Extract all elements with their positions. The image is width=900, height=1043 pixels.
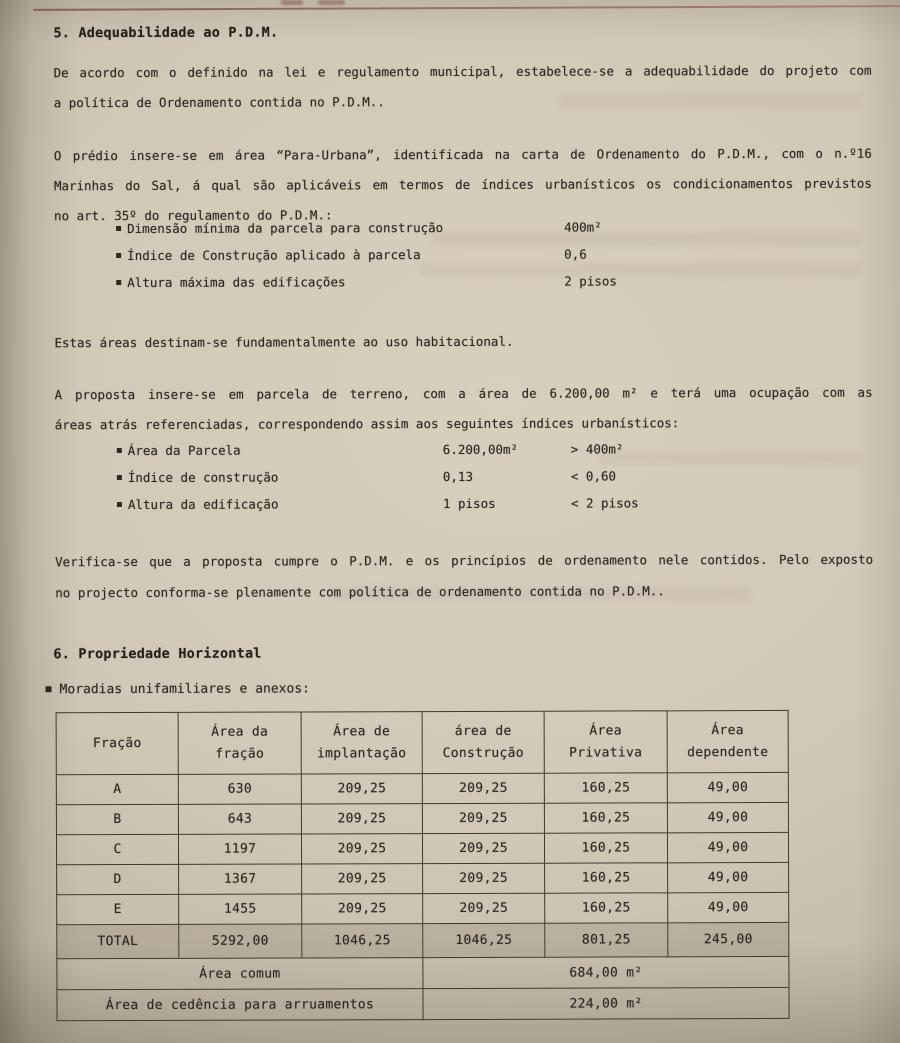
- table-cell: A: [56, 774, 178, 804]
- text-line: Marinhas do Sal, á qual são aplicáveis em termos de índices urbanísticos os condicionamentos previstos: [53, 175, 872, 194]
- paragraph-adequabilidade: [54, 56, 872, 119]
- table-row: [57, 892, 789, 924]
- table-row: [57, 862, 789, 894]
- square-bullet-icon: [46, 686, 52, 692]
- list-item: [54, 267, 872, 297]
- indices-proposta-list: [55, 435, 873, 519]
- table-cell: 209,25: [301, 834, 422, 864]
- footer-label: Área de cedência para arruamentos: [57, 989, 423, 1021]
- table-footer-row: [57, 987, 789, 1020]
- text-line: no art. 35º do regulamento do P.D.M.:: [54, 207, 333, 224]
- table-cell: 160,25: [545, 893, 668, 923]
- section-5-heading: 5. Adequabilidade ao P.D.M.: [53, 24, 279, 42]
- table-cell: 209,25: [422, 833, 544, 863]
- text-line: Estas áreas destinam-se fundamentalmente ao uso habitacional.: [54, 333, 514, 351]
- list-item: [54, 240, 872, 270]
- table-header-cell: Área de implantação: [301, 712, 422, 774]
- table-cell: 5292,00: [179, 924, 302, 958]
- list-item: [55, 435, 873, 465]
- square-bullet-icon: [117, 448, 122, 453]
- table-cell: 160,25: [545, 863, 668, 893]
- index-limit: < 2 pisos: [570, 495, 639, 511]
- table-cell: 1046,25: [423, 923, 545, 957]
- text-line: O prédio insere-se em área “Para-Urbana”, identificada na carta de Ordenamento do P.D.M., com o n.º16: [53, 145, 872, 164]
- table-cell: 49,00: [667, 832, 788, 862]
- table-cell: 630: [178, 774, 301, 804]
- square-bullet-icon: [116, 253, 121, 258]
- index-value: 0,13: [442, 468, 473, 485]
- table-header-row: [56, 710, 788, 774]
- table-cell: 49,00: [668, 892, 789, 922]
- table-total-row: [57, 922, 789, 958]
- list-title-moradias: [46, 681, 310, 697]
- text-line: A proposta insere-se em parcela de terreno, com a área de 6.200,00 m² e terá uma ocupação com as: [54, 384, 873, 403]
- index-limit: < 0,60: [570, 468, 617, 484]
- index-value: 2 pisos: [564, 273, 617, 289]
- index-label: Índice de Construção aplicado à parcela: [127, 247, 421, 264]
- table-cell: C: [56, 834, 178, 864]
- table-header-cell: área de Construção: [422, 711, 544, 773]
- index-label: Índice de construção: [127, 469, 279, 486]
- section-6-heading: 6. Propriedade Horizontal: [53, 645, 262, 663]
- table-cell: 209,25: [302, 894, 423, 924]
- list-item: [55, 462, 873, 492]
- text-line: Verifica-se que a proposta cumpre o P.D.M. e os princípios de ordenamento nele contidos. Pelo exposto: [55, 551, 874, 570]
- table-cell: 1046,25: [302, 924, 423, 958]
- list-item: [55, 489, 873, 519]
- footer-value: 684,00 m²: [423, 956, 789, 988]
- table-row: [56, 772, 788, 804]
- text-line: De acordo com o definido na lei e regulamento municipal, estabelece-se a adequabilidade do projeto com: [53, 62, 872, 81]
- table-footer-row: [57, 956, 789, 989]
- square-bullet-icon: [116, 226, 121, 231]
- table-header-cell: Fração: [56, 712, 178, 774]
- table-cell: 49,00: [667, 802, 788, 832]
- table-cell: 209,25: [301, 804, 422, 834]
- paragraph-verificacao: [55, 544, 873, 609]
- indices-pdm-list: [54, 213, 872, 297]
- table-cell: 160,25: [544, 803, 667, 833]
- table-cell: 209,25: [302, 864, 423, 894]
- table-cell: 49,00: [668, 862, 789, 892]
- index-value: 0,6: [564, 246, 587, 262]
- table-row: [56, 802, 788, 834]
- table-cell: D: [57, 864, 179, 894]
- table-header-cell: Área dependente: [667, 710, 788, 772]
- table-cell: 643: [178, 804, 301, 834]
- index-label: Dimensão mínima da parcela para construção: [127, 220, 444, 237]
- propriedade-horizontal-table: [56, 710, 790, 1021]
- table-header-cell: Área da fração: [178, 712, 301, 774]
- table-cell: 160,25: [544, 773, 667, 803]
- table-header-cell: Área Privativa: [544, 711, 667, 773]
- table-row: [56, 832, 788, 864]
- table-cell: 801,25: [545, 923, 668, 957]
- table-cell: 209,25: [422, 773, 544, 803]
- index-label: Altura da edificação: [127, 496, 279, 513]
- table-cell: 1197: [178, 834, 301, 864]
- index-label: Área da Parcela: [127, 442, 241, 459]
- square-bullet-icon: [117, 475, 122, 480]
- list-title-text: Moradias unifamiliares e anexos:: [59, 681, 311, 698]
- table-cell: 209,25: [423, 863, 545, 893]
- index-value: 1 pisos: [442, 495, 496, 512]
- table-cell: 160,25: [544, 833, 667, 863]
- text-line: a política de Ordenamento contida no P.D.M..: [53, 94, 385, 111]
- text-line: áreas atrás referenciadas, correspondendo assim aos seguintes índices urbanísticos:: [54, 415, 680, 433]
- footer-value: 224,00 m²: [423, 987, 789, 1019]
- table-cell: 245,00: [668, 922, 789, 956]
- square-bullet-icon: [117, 502, 122, 507]
- table-cell: E: [57, 894, 179, 924]
- square-bullet-icon: [116, 280, 121, 285]
- table-cell: 209,25: [422, 803, 544, 833]
- table-cell: 49,00: [667, 772, 788, 802]
- index-value: 400m²: [564, 219, 602, 235]
- paragraph-proposta: [55, 378, 873, 441]
- table-cell: TOTAL: [57, 924, 179, 958]
- footer-label: Área comum: [57, 958, 423, 990]
- table-cell: 1455: [179, 894, 302, 924]
- table-cell: 209,25: [301, 774, 422, 804]
- index-value: 6.200,00m²: [442, 441, 519, 458]
- paragraph-uso-habitacional: [54, 326, 872, 359]
- table-cell: 1367: [179, 864, 302, 894]
- table-cell: 209,25: [423, 893, 545, 923]
- text-line: no projecto conforma-se plenamente com política de ordenamento contida no P.D.M..: [55, 583, 665, 601]
- table-cell: B: [56, 804, 178, 834]
- index-label: Altura máxima das edificações: [127, 274, 346, 291]
- index-limit: > 400m²: [570, 441, 624, 457]
- list-item: [54, 213, 872, 243]
